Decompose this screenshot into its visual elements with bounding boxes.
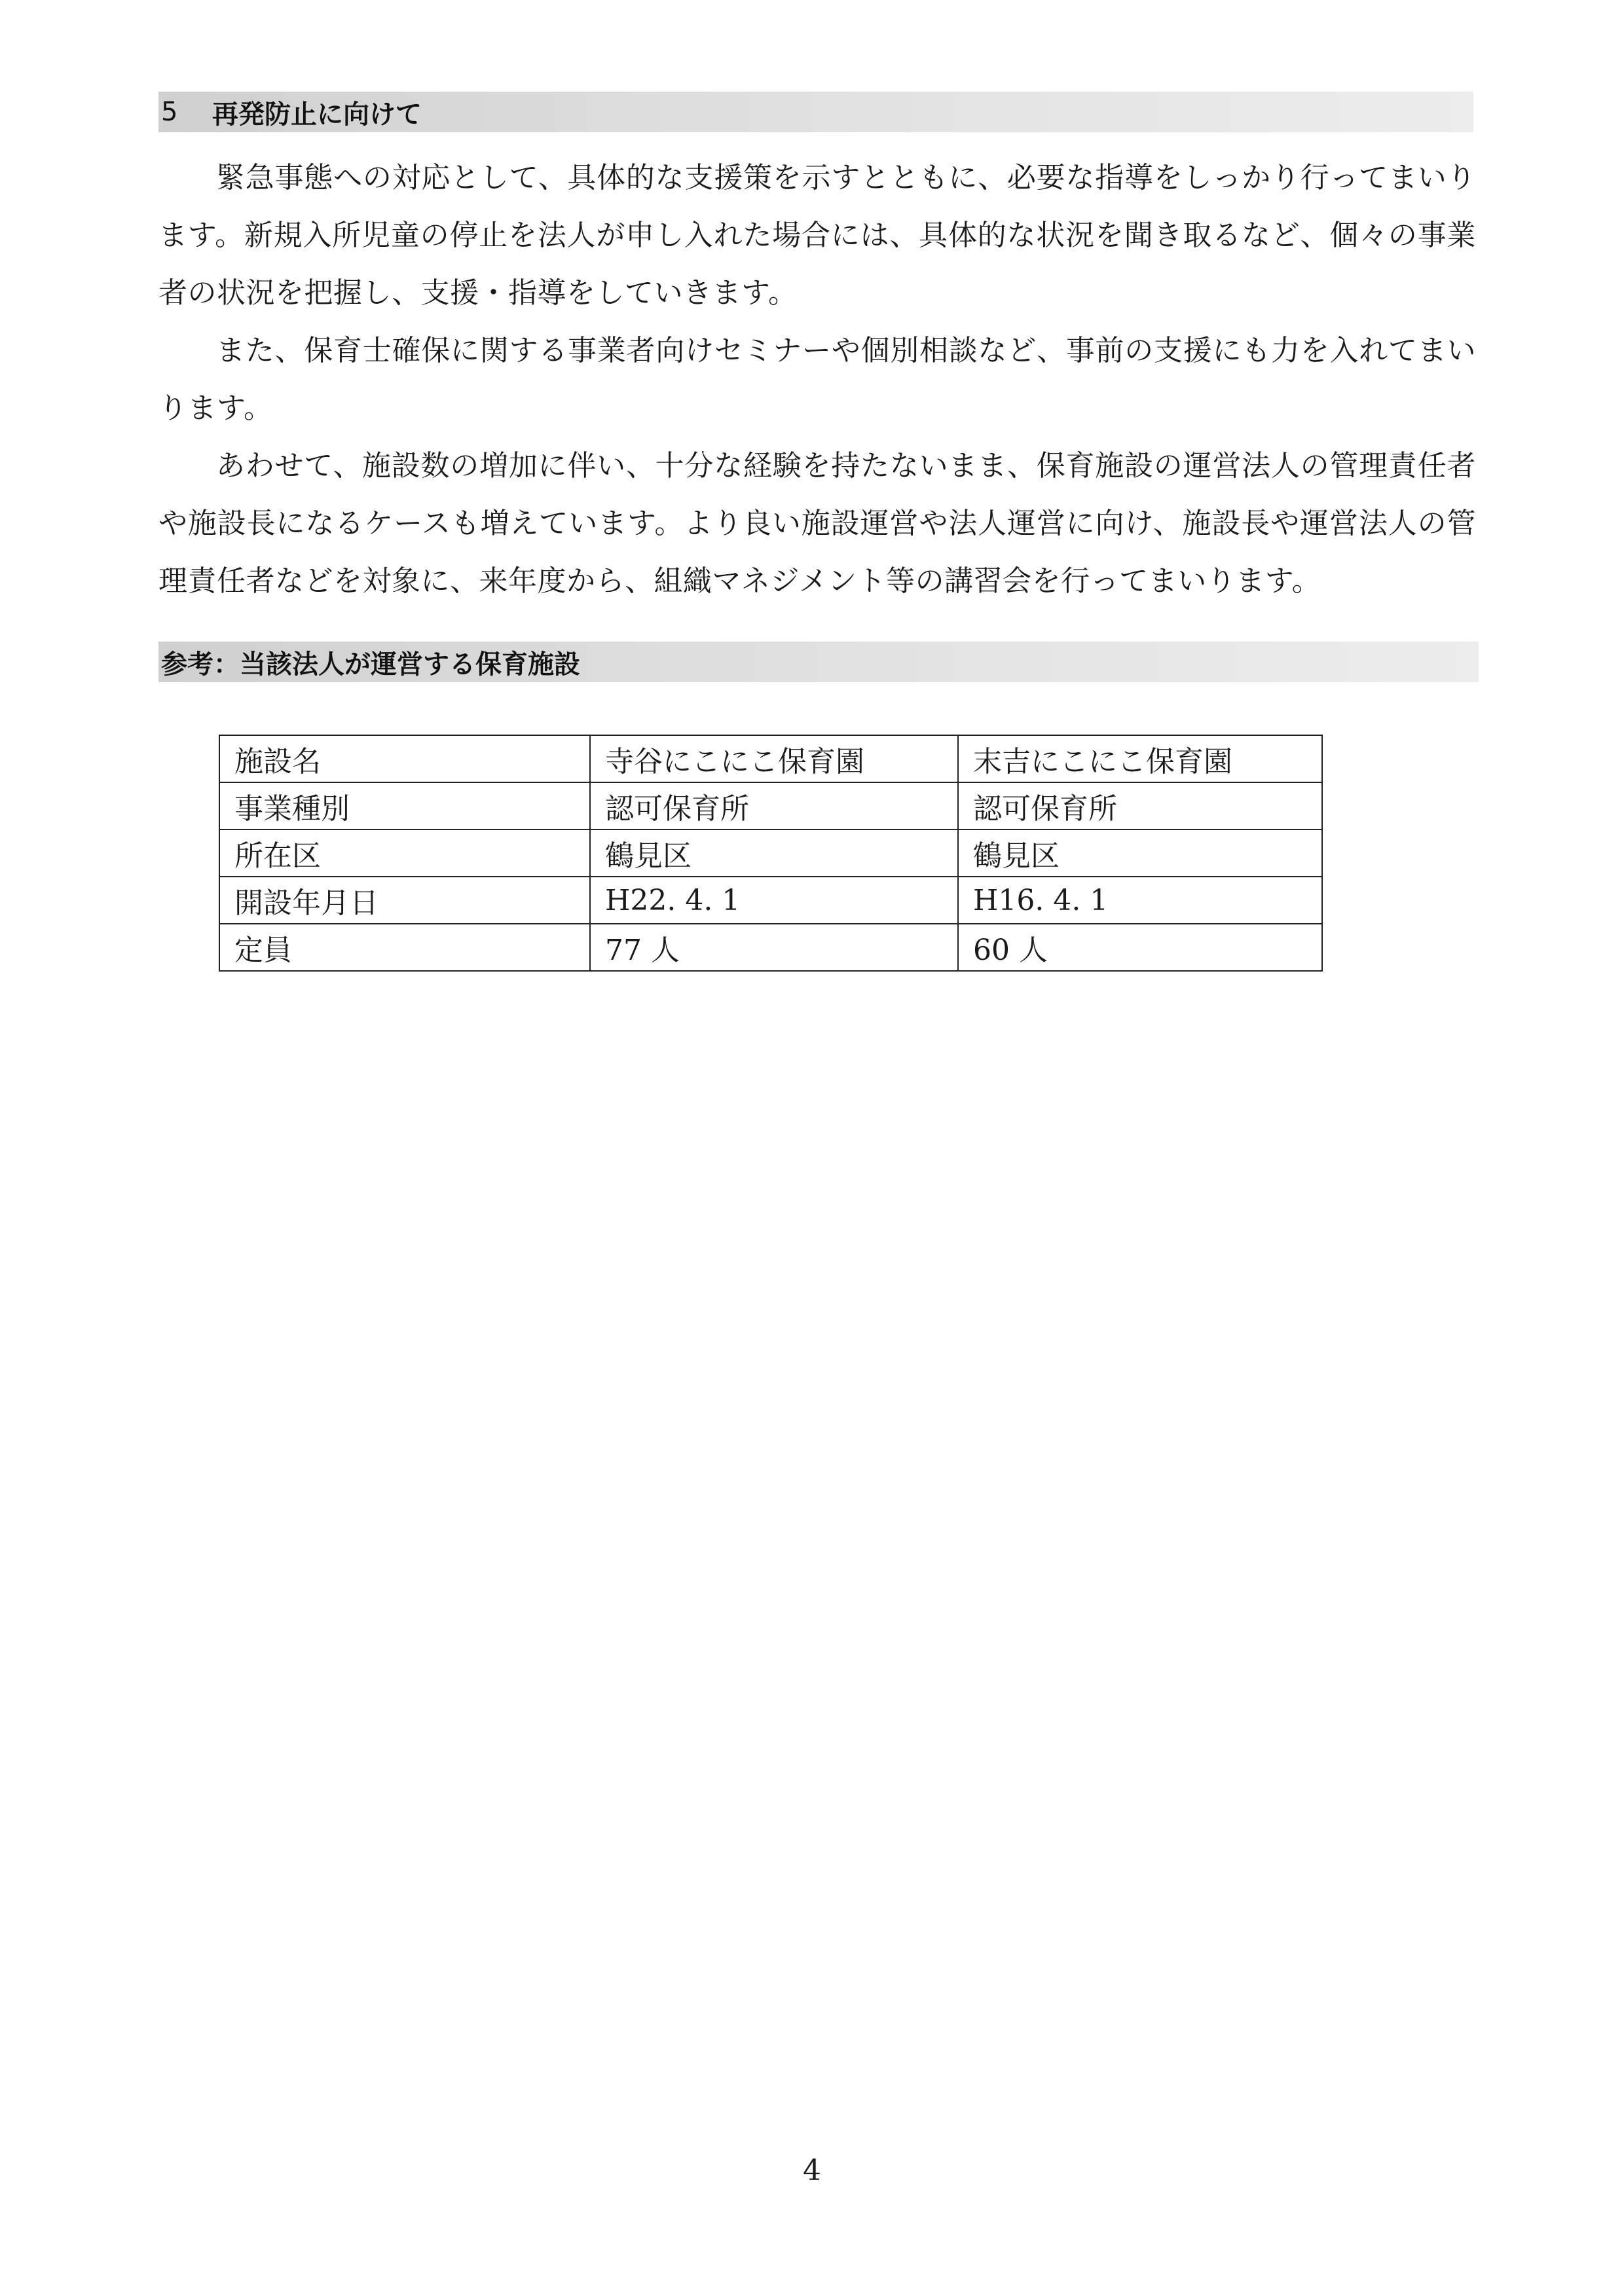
- row-label: 開設年月日: [219, 877, 590, 924]
- row-label: 定員: [219, 924, 590, 971]
- table-row: [219, 735, 1322, 782]
- row-label: 事業種別: [219, 782, 590, 829]
- section-title: 再発防止に向けて: [212, 99, 422, 130]
- table-cell: 60 人: [958, 924, 1322, 971]
- section-5-heading: [158, 92, 1473, 132]
- paragraph: あわせて、施設数の増加に伴い、十分な経験を持たないまま、保育施設の運営法人の管理責任者や施設長になるケースも増えています。より良い施設運営や法人運営に向け、施設長や運営法人の管理責任者などを対象に、来年度から、組織マネジメント等の講習会を行ってまいります。: [158, 449, 1476, 598]
- table-cell: 末吉にこにこ保育園: [958, 735, 1322, 782]
- section-5-body: [158, 149, 1476, 610]
- paragraph: 緊急事態への対応として、具体的な支援策を示すとともに、必要な指導をしっかり行ってまいります。新規入所児童の停止を法人が申し入れた場合には、具体的な状況を聞き取るなど、個々の事業者の状況を把握し、支援・指導をしていきます。: [158, 161, 1476, 310]
- row-label: 所在区: [219, 829, 590, 877]
- table-cell: 鶴見区: [958, 829, 1322, 877]
- table-cell: 77 人: [590, 924, 958, 971]
- table-row: [219, 877, 1322, 924]
- reference-title: 参考：当該法人が運営する保育施設: [161, 649, 580, 680]
- reference-heading: [158, 642, 1479, 682]
- section-number: 5: [161, 97, 178, 127]
- paragraph: また、保育士確保に関する事業者向けセミナーや個別相談など、事前の支援にも力を入れてまいります。: [158, 334, 1476, 425]
- table-cell: 寺谷にこにこ保育園: [590, 735, 958, 782]
- page-number: 4: [803, 2154, 821, 2187]
- facility-table: [219, 735, 1323, 972]
- table-row: [219, 782, 1322, 829]
- table-cell: 認可保育所: [958, 782, 1322, 829]
- table-cell: 認可保育所: [590, 782, 958, 829]
- table-row: [219, 924, 1322, 971]
- table-cell: H22. 4. 1: [590, 877, 958, 924]
- row-label: 施設名: [219, 735, 590, 782]
- table-cell: 鶴見区: [590, 829, 958, 877]
- table-row: [219, 829, 1322, 877]
- table-cell: H16. 4. 1: [958, 877, 1322, 924]
